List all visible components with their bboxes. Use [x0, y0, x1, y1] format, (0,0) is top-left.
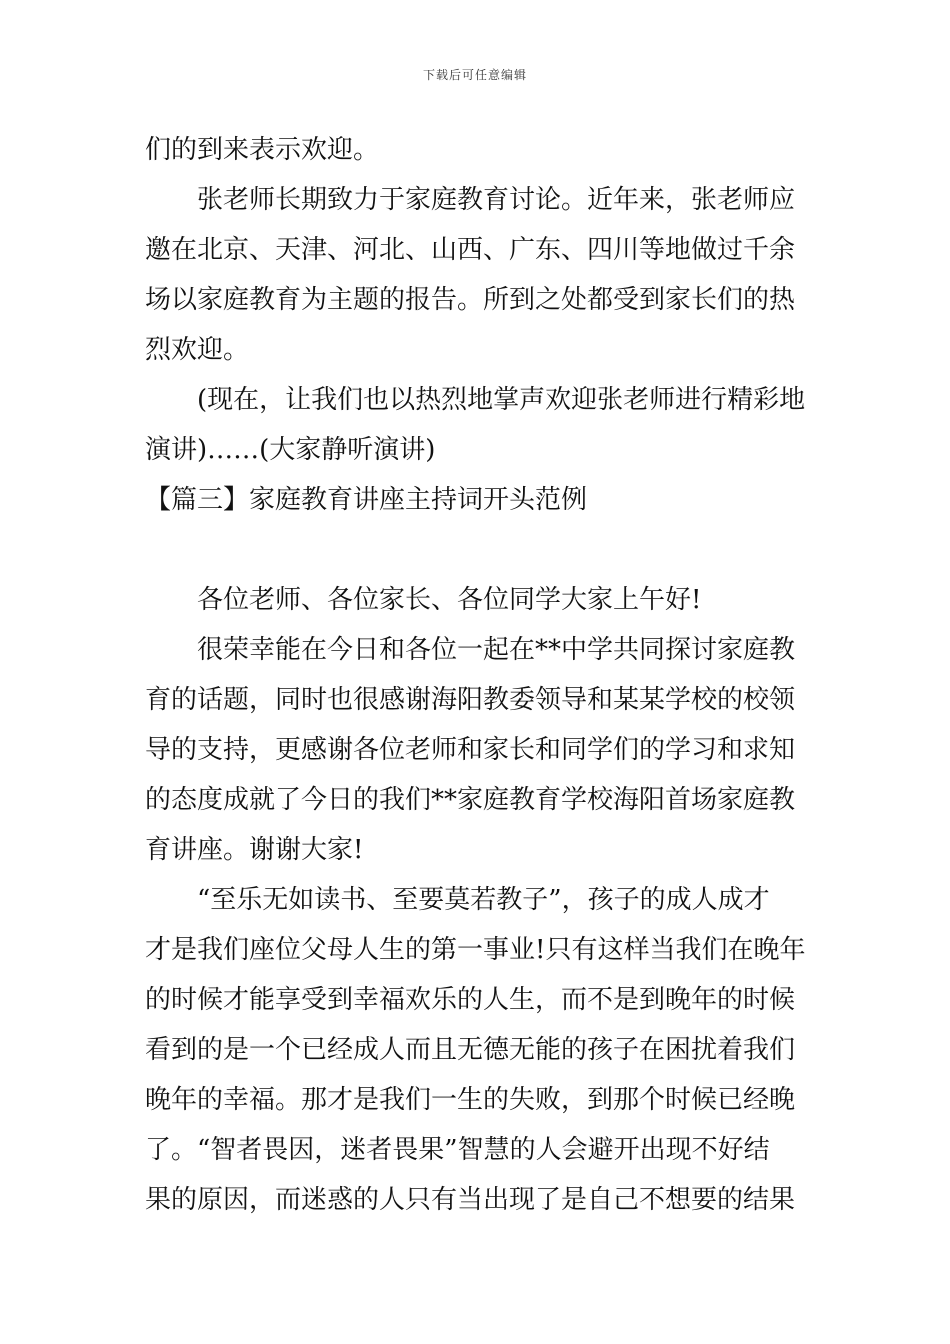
- document-body: [145, 125, 807, 1225]
- text-line: 场以家庭教育为主题的报告。所到之处都受到家长们的热: [145, 285, 796, 315]
- text-line: 育的话题，同时也很感谢海阳教委领导和某某学校的校领: [145, 685, 796, 715]
- text-line: 育讲座。谢谢大家!: [145, 835, 364, 865]
- text-line: 了。“智者畏因，迷者畏果”智慧的人会避开出现不好结: [145, 1135, 770, 1165]
- paragraph-start-line: 张老师长期致力于家庭教育讨论。近年来，张老师应: [197, 185, 796, 215]
- text-line: 的态度成就了今日的我们**家庭教育学校海阳首场家庭教: [145, 785, 796, 815]
- text-line: 看到的是一个已经成人而且无德无能的孩子在困扰着我们: [145, 1035, 796, 1065]
- text-line: 烈欢迎。: [145, 335, 250, 365]
- text-line: 才是我们座位父母人生的第一事业!只有这样当我们在晚年: [145, 935, 806, 965]
- text-line: 晚年的幸福。那才是我们一生的失败，到那个时候已经晚: [145, 1085, 796, 1115]
- page-header-note: 下载后可任意编辑: [422, 68, 527, 82]
- blank-spacer: [145, 525, 807, 575]
- text-line: 的时候才能享受到幸福欢乐的人生，而不是到晚年的时候: [145, 985, 796, 1015]
- text-line: 果的原因，而迷惑的人只有当出现了是自己不想要的结果: [145, 1185, 796, 1215]
- paragraph-start-line: 很荣幸能在今日和各位一起在**中学共同探讨家庭教: [197, 635, 796, 665]
- text-line: 邀在北京、天津、河北、山西、广东、四川等地做过千余: [145, 235, 796, 265]
- paragraph-start-line: “至乐无如读书、至要莫若教子”，孩子的成人成才: [197, 885, 770, 915]
- text-line: 们的到来表示欢迎。: [145, 135, 380, 165]
- section-heading: 【篇三】家庭教育讲座主持词开头范例: [145, 485, 588, 515]
- paragraph-start-line: (现在，让我们也以热烈地掌声欢迎张老师进行精彩地: [197, 385, 806, 415]
- greeting-line: 各位老师、各位家长、各位同学大家上午好!: [197, 585, 702, 615]
- text-line: 导的支持，更感谢各位老师和家长和同学们的学习和求知: [145, 735, 796, 765]
- text-line: 演讲)……(大家静听演讲): [145, 435, 436, 465]
